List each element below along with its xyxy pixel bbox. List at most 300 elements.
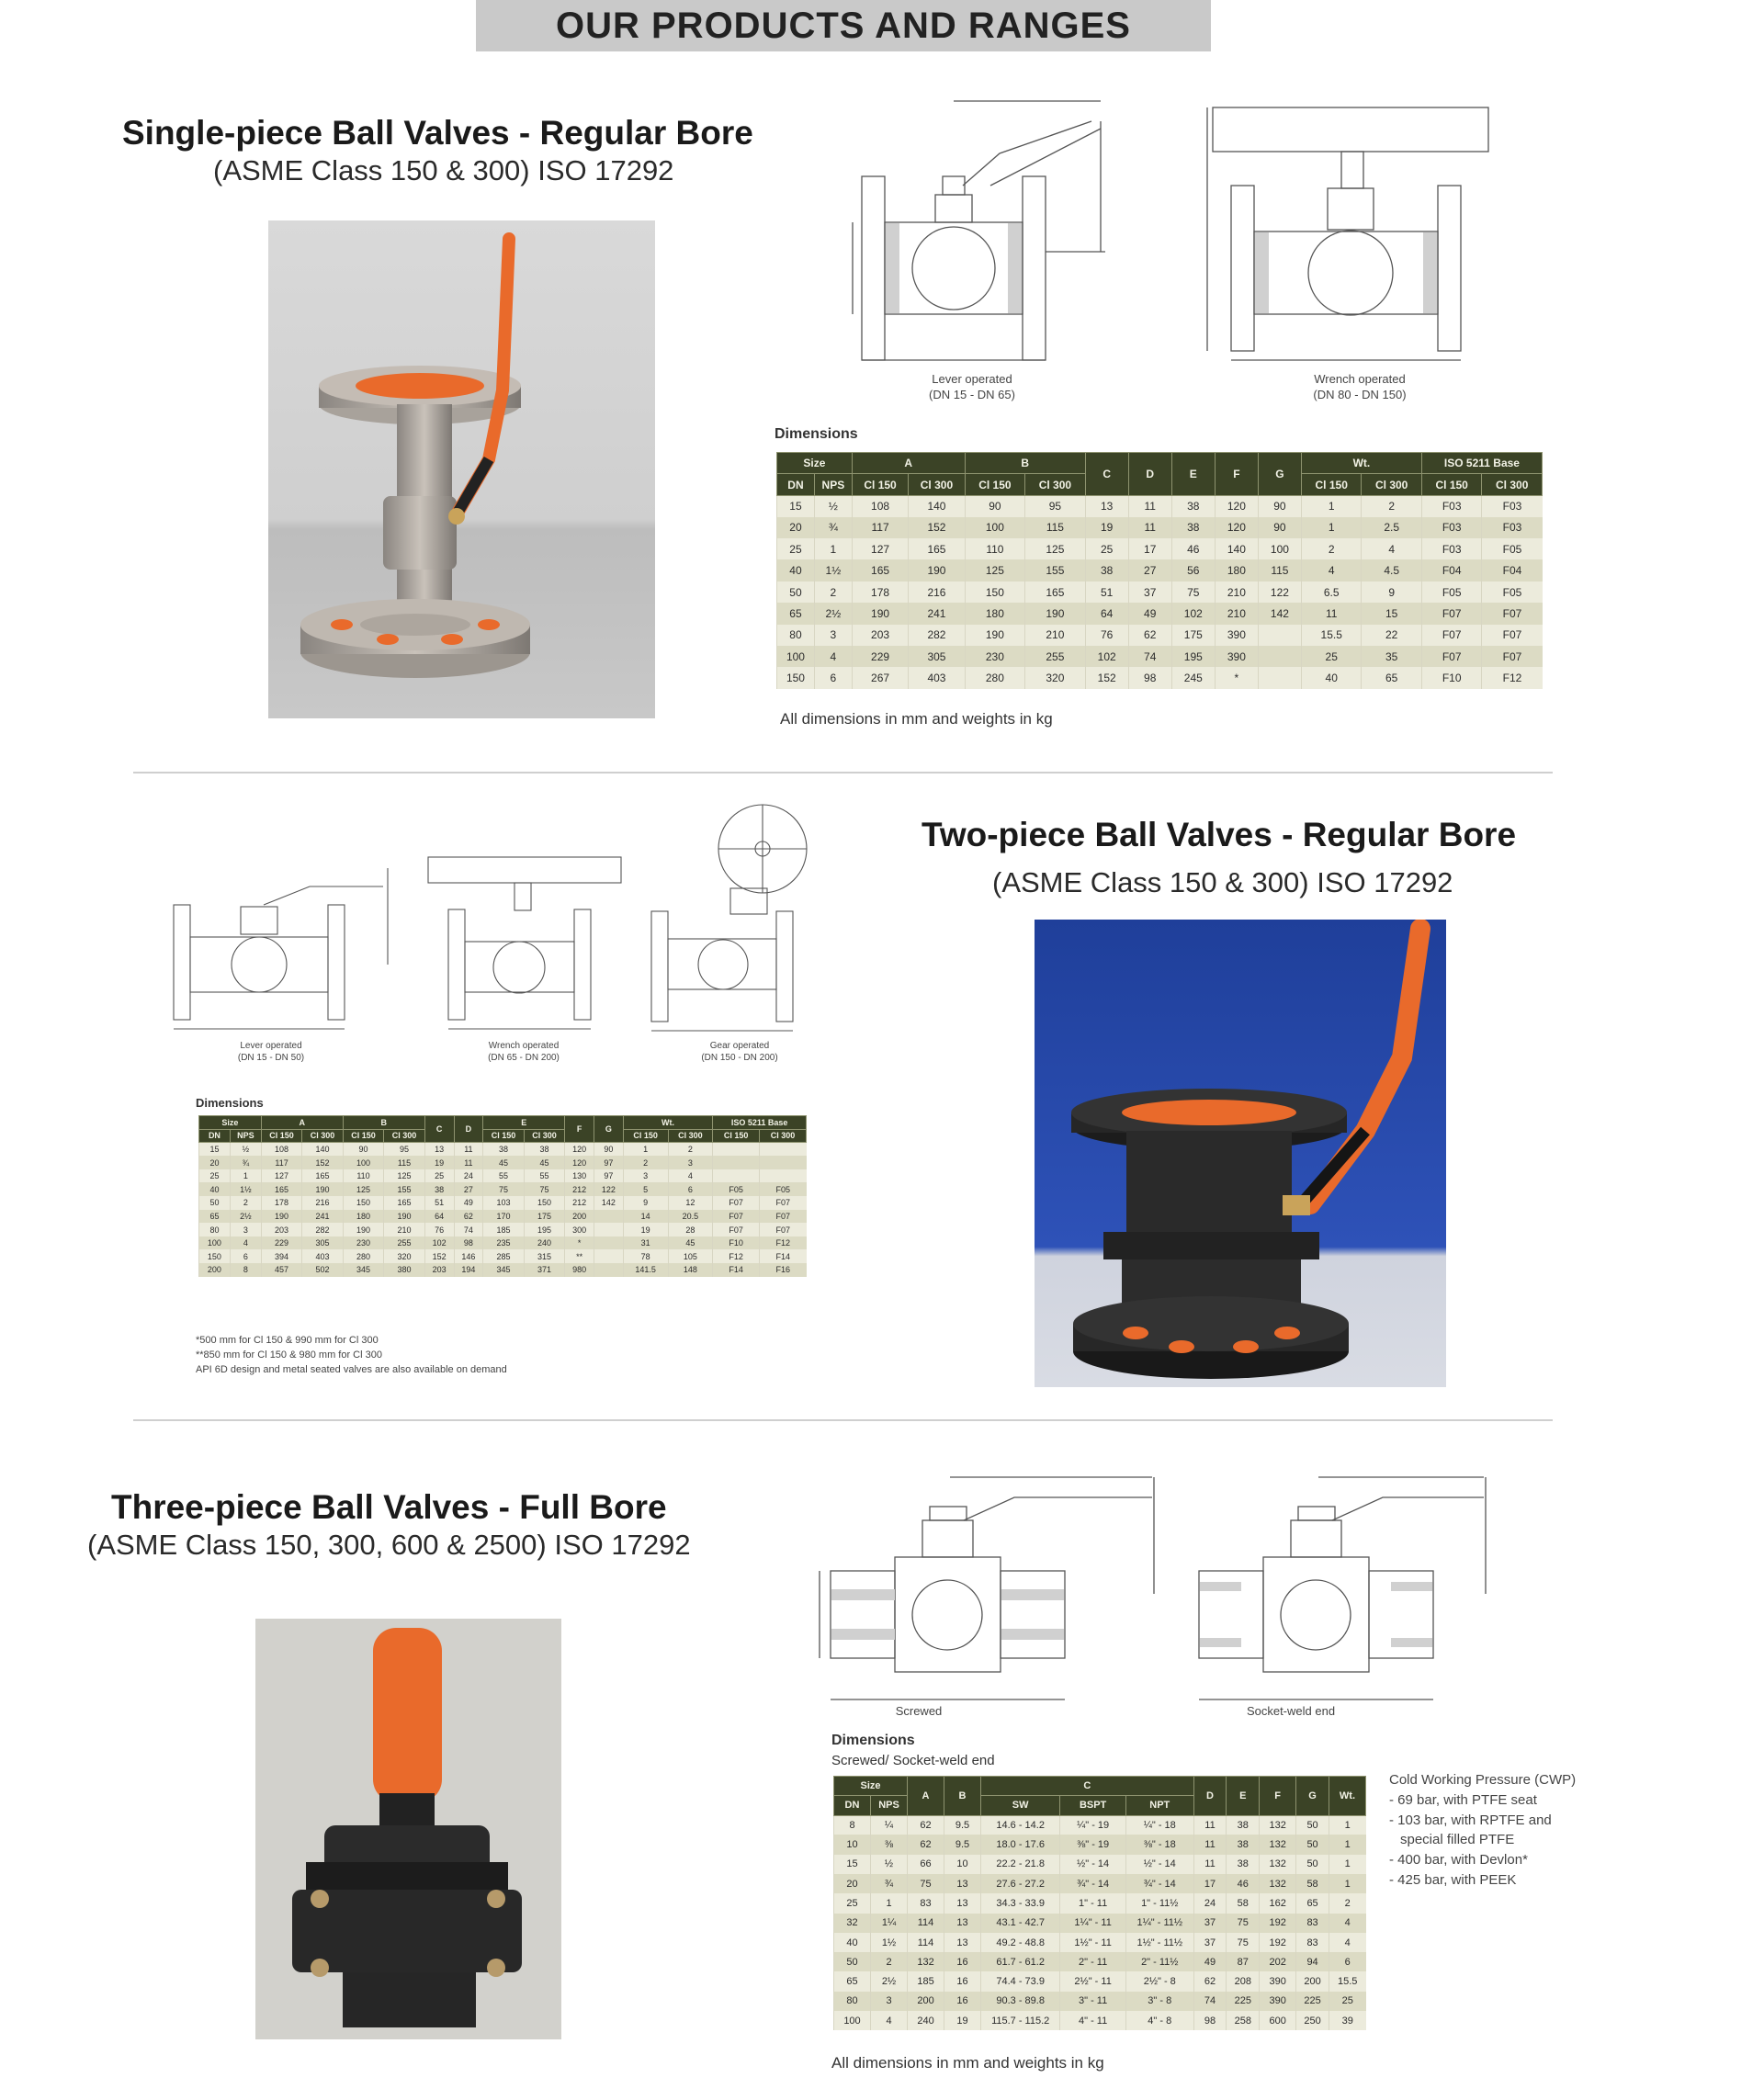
table-cell: 49 [454, 1196, 483, 1210]
table-cell: 13 [944, 1874, 981, 1893]
table-cell: F03 [1421, 517, 1481, 538]
table-cell: F12 [760, 1236, 807, 1250]
table-cell: 55 [524, 1169, 565, 1183]
table-cell: 190 [965, 625, 1024, 646]
table-cell: 152 [424, 1249, 454, 1263]
table-cell: 11 [1193, 1855, 1227, 1874]
th-g: G [594, 1116, 624, 1143]
table-cell: 11 [454, 1143, 483, 1157]
table-cell: 2 [668, 1143, 713, 1157]
table-cell: 14.6 - 14.2 [981, 1815, 1060, 1835]
table-cell: 8 [834, 1815, 871, 1835]
table-cell: 178 [852, 582, 908, 603]
table-cell: 12 [668, 1196, 713, 1210]
table-cell: 38 [483, 1143, 524, 1157]
table-cell: 62 [454, 1210, 483, 1224]
three-piece-valve-photo [255, 1619, 561, 2039]
cwp-line: - 103 bar, with RPTFE and [1389, 1812, 1552, 1828]
table-cell: 35 [1362, 646, 1421, 667]
table-cell: 250 [1296, 2011, 1329, 2030]
table-cell: 46 [1227, 1874, 1260, 1893]
table-cell: 45 [524, 1156, 565, 1169]
section2-dimensions-label: Dimensions [196, 1096, 264, 1110]
table-cell: 203 [852, 625, 908, 646]
table-cell: 1 [1329, 1874, 1365, 1893]
table-cell: 130 [565, 1169, 594, 1183]
table-cell: 49 [1193, 1952, 1227, 1971]
table-cell: 267 [852, 667, 908, 688]
table-cell: 38 [524, 1143, 565, 1157]
th-f: F [1215, 453, 1258, 496]
two-piece-wrench-caption: Wrench operated (DN 65 - DN 200) [488, 1041, 560, 1063]
table-cell: 192 [1260, 1914, 1296, 1933]
table-cell: 165 [852, 559, 908, 581]
table-cell: 11 [1193, 1835, 1227, 1854]
table-cell: 4" - 11 [1060, 2011, 1126, 2030]
table-cell [594, 1263, 624, 1277]
table-cell: 320 [384, 1249, 424, 1263]
table-cell: 3 [814, 625, 852, 646]
table-cell: F07 [1421, 646, 1481, 667]
table-row [834, 1952, 1366, 1971]
table-cell: 1 [871, 1893, 908, 1913]
table-cell: 155 [384, 1182, 424, 1196]
table-cell: 14 [623, 1210, 668, 1224]
table-cell: 11 [454, 1156, 483, 1169]
table-row [199, 1263, 807, 1277]
table-cell: ⅜" - 18 [1125, 1835, 1193, 1854]
table-row [199, 1196, 807, 1210]
table-cell: F03 [1482, 495, 1543, 516]
table-cell: 16 [944, 1952, 981, 1971]
table-cell: F07 [760, 1210, 807, 1224]
table-cell: F03 [1421, 538, 1481, 559]
table-cell: 75 [1171, 582, 1215, 603]
table-cell: 74 [454, 1223, 483, 1236]
table-cell: 40 [834, 1933, 871, 1952]
table-cell: 165 [302, 1169, 343, 1183]
table-cell: F04 [1482, 559, 1543, 581]
table-row [834, 1971, 1366, 1991]
table-cell: 120 [1215, 495, 1258, 516]
table-cell: 58 [1296, 1874, 1329, 1893]
table-cell: 170 [483, 1210, 524, 1224]
table-cell: 2 [1329, 1893, 1365, 1913]
table-cell: 140 [302, 1143, 343, 1157]
table-cell: 175 [524, 1210, 565, 1224]
table-cell: ¾" - 14 [1125, 1874, 1193, 1893]
table-cell: 75 [1227, 1914, 1260, 1933]
section3-dimensions-table [833, 1776, 1366, 2030]
table-cell [713, 1143, 760, 1157]
table-cell: 11 [1128, 495, 1171, 516]
table-cell: 55 [483, 1169, 524, 1183]
table-cell: 216 [302, 1196, 343, 1210]
table-cell: 229 [852, 646, 908, 667]
table-cell: 102 [1085, 646, 1128, 667]
th-sub: Cl 300 [1482, 474, 1543, 495]
table-cell: 83 [1296, 1914, 1329, 1933]
table-cell: 6 [668, 1182, 713, 1196]
th-sub: BSPT [1060, 1796, 1126, 1815]
table-cell: ¼" - 18 [1125, 1815, 1193, 1835]
table-row [777, 625, 1543, 646]
table-cell: 6.5 [1301, 582, 1361, 603]
th-g: G [1296, 1777, 1329, 1816]
table-cell: 4 [1329, 1914, 1365, 1933]
table-cell [594, 1210, 624, 1224]
th-a: A [852, 453, 965, 474]
table-cell: 38 [1227, 1815, 1260, 1835]
th-sub: Cl 300 [1025, 474, 1086, 495]
table-cell: 394 [261, 1249, 301, 1263]
section3-note: All dimensions in mm and weights in kg [831, 2054, 1104, 2072]
table-cell: 105 [668, 1249, 713, 1263]
table-row [199, 1223, 807, 1236]
th-sub: NPS [230, 1129, 261, 1143]
table-cell: 25 [424, 1169, 454, 1183]
table-cell: 38 [1085, 559, 1128, 581]
table-cell: F05 [760, 1182, 807, 1196]
th-sub: Cl 150 [483, 1129, 524, 1143]
table-cell: 64 [1085, 603, 1128, 624]
table-cell: 202 [1260, 1952, 1296, 1971]
single-piece-valve-photo [268, 220, 655, 718]
table-cell: 1½ [871, 1933, 908, 1952]
table-cell: 17 [1193, 1874, 1227, 1893]
table-cell: 165 [261, 1182, 301, 1196]
table-cell: 390 [1215, 646, 1258, 667]
table-cell: 403 [909, 667, 965, 688]
table-cell: 210 [1025, 625, 1086, 646]
table-cell: 241 [302, 1210, 343, 1224]
table-cell: 100 [965, 517, 1024, 538]
table-cell [1258, 625, 1301, 646]
table-cell: 165 [1025, 582, 1086, 603]
th-sub: DN [834, 1796, 871, 1815]
table-cell: 83 [1296, 1933, 1329, 1952]
screwed-caption: Screwed [895, 1704, 943, 1718]
table-cell: 200 [908, 1992, 944, 2011]
lever-operated-caption: Lever operated (DN 15 - DN 65) [929, 372, 1015, 401]
two-piece-gear-caption: Gear operated (DN 150 - DN 200) [701, 1041, 778, 1063]
table-cell: 280 [965, 667, 1024, 688]
th-f: F [565, 1116, 594, 1143]
table-cell: 51 [424, 1196, 454, 1210]
th-sub: Cl 150 [261, 1129, 301, 1143]
two-piece-wrench-drawing [423, 850, 625, 1038]
table-cell: 210 [1215, 603, 1258, 624]
table-cell: 125 [384, 1169, 424, 1183]
th-g: G [1258, 453, 1301, 496]
table-cell: 76 [424, 1223, 454, 1236]
table-cell: 371 [524, 1263, 565, 1277]
table-row [199, 1169, 807, 1183]
table-cell: 50 [1296, 1855, 1329, 1874]
section3-subtitle: (ASME Class 150, 300, 600 & 2500) ISO 17292 [87, 1529, 691, 1561]
table-cell: 225 [1227, 1992, 1260, 2011]
table-cell: 13 [944, 1914, 981, 1933]
table-cell: 38 [1227, 1855, 1260, 1874]
table-cell: F07 [1482, 625, 1543, 646]
table-cell: ¾ [814, 517, 852, 538]
table-cell: 2" - 11½ [1125, 1952, 1193, 1971]
table-cell: 43.1 - 42.7 [981, 1914, 1060, 1933]
table-cell: 80 [834, 1992, 871, 2011]
th-sub: NPS [871, 1796, 908, 1815]
table-cell [760, 1143, 807, 1157]
table-cell: 50 [199, 1196, 231, 1210]
table-cell: 185 [908, 1971, 944, 1991]
th-sub: Cl 300 [668, 1129, 713, 1143]
footnote-3: API 6D design and metal seated valves are also available on demand [196, 1363, 507, 1375]
table-row [834, 1874, 1366, 1893]
table-row [199, 1143, 807, 1157]
table-row [199, 1210, 807, 1224]
table-row [199, 1236, 807, 1250]
table-cell: 62 [1128, 625, 1171, 646]
table-cell: 90 [1258, 495, 1301, 516]
table-cell: 200 [1296, 1971, 1329, 1991]
table-cell [1258, 646, 1301, 667]
table-cell: ¾ [230, 1156, 261, 1169]
section2-subtitle: (ASME Class 150 & 300) ISO 17292 [992, 866, 1453, 898]
section2-title: Two-piece Ball Valves - Regular Bore [922, 816, 1517, 853]
table-cell: 100 [834, 2011, 871, 2030]
two-piece-lever-drawing [163, 850, 401, 1038]
table-cell: 18.0 - 17.6 [981, 1835, 1060, 1854]
section1-title: Single-piece Ball Valves - Regular Bore [122, 114, 753, 152]
th-e: E [1227, 1777, 1260, 1816]
table-cell: 150 [777, 667, 815, 688]
table-cell: 230 [965, 646, 1024, 667]
table-cell: 125 [343, 1182, 383, 1196]
table-row [777, 517, 1543, 538]
table-cell: 22.2 - 21.8 [981, 1855, 1060, 1874]
table-row [777, 646, 1543, 667]
th-c: C [1085, 453, 1128, 496]
table-cell: 980 [565, 1263, 594, 1277]
table-cell: 97 [594, 1169, 624, 1183]
table-cell: 25 [1301, 646, 1361, 667]
table-cell: 142 [1258, 603, 1301, 624]
table-cell: 38 [1171, 495, 1215, 516]
table-cell: 148 [668, 1263, 713, 1277]
table-cell: 132 [1260, 1874, 1296, 1893]
table-cell: 100 [343, 1156, 383, 1169]
table-cell: 255 [384, 1236, 424, 1250]
table-cell: 132 [1260, 1835, 1296, 1854]
table-cell: F03 [1421, 495, 1481, 516]
table-row [199, 1249, 807, 1263]
table-cell: 4 [871, 2011, 908, 2030]
table-cell: 39 [1329, 2011, 1365, 2030]
section3-title: Three-piece Ball Valves - Full Bore [111, 1488, 667, 1526]
table-row [834, 1933, 1366, 1952]
table-cell: 3" - 8 [1125, 1992, 1193, 2011]
table-cell: F10 [713, 1236, 760, 1250]
table-cell: 95 [384, 1143, 424, 1157]
lever-operated-drawing [843, 94, 1183, 374]
table-cell: 22 [1362, 625, 1421, 646]
table-cell [713, 1169, 760, 1183]
table-row [777, 495, 1543, 516]
th-sub: Cl 150 [965, 474, 1024, 495]
table-cell: 152 [1085, 667, 1128, 688]
table-cell: 230 [343, 1236, 383, 1250]
table-cell: 185 [483, 1223, 524, 1236]
table-cell: 98 [1193, 2011, 1227, 2030]
table-cell: 40 [777, 559, 815, 581]
table-cell: 3 [871, 1992, 908, 2011]
table-cell: 9.5 [944, 1815, 981, 1835]
table-cell: 150 [343, 1196, 383, 1210]
table-cell: F07 [760, 1223, 807, 1236]
table-cell: 38 [1171, 517, 1215, 538]
table-cell: 49 [1128, 603, 1171, 624]
table-cell: 20 [834, 1874, 871, 1893]
section1-dimensions-label: Dimensions [775, 426, 858, 442]
table-cell: 80 [199, 1223, 231, 1236]
section1-subtitle: (ASME Class 150 & 300) ISO 17292 [213, 154, 674, 186]
table-cell: ¾ [871, 1874, 908, 1893]
table-cell: 94 [1296, 1952, 1329, 1971]
table-cell: 320 [1025, 667, 1086, 688]
table-cell: 3" - 11 [1060, 1992, 1126, 2011]
table-cell: 241 [909, 603, 965, 624]
table-cell: 9.5 [944, 1835, 981, 1854]
table-cell: 1½ [230, 1182, 261, 1196]
table-cell: 150 [524, 1196, 565, 1210]
table-cell: 1 [814, 538, 852, 559]
table-cell: 125 [1025, 538, 1086, 559]
table-cell: 9 [623, 1196, 668, 1210]
table-cell: 120 [565, 1143, 594, 1157]
table-row [834, 1914, 1366, 1933]
table-cell: 212 [565, 1196, 594, 1210]
table-cell: 2½" - 11 [1060, 1971, 1126, 1991]
table-cell: 3 [623, 1169, 668, 1183]
table-cell: 13 [944, 1893, 981, 1913]
table-cell: 75 [483, 1182, 524, 1196]
table-cell: 132 [908, 1952, 944, 1971]
table-cell: 65 [199, 1210, 231, 1224]
table-cell: ¼" - 19 [1060, 1815, 1126, 1835]
table-cell: 240 [524, 1236, 565, 1250]
table-cell: F03 [1482, 517, 1543, 538]
table-cell: 212 [565, 1182, 594, 1196]
table-cell: 27 [454, 1182, 483, 1196]
table-cell: 162 [1260, 1893, 1296, 1913]
table-cell: 87 [1227, 1952, 1260, 1971]
table-cell: 24 [1193, 1893, 1227, 1913]
table-cell: 75 [1227, 1933, 1260, 1952]
table-cell [760, 1169, 807, 1183]
table-cell: 2" - 11 [1060, 1952, 1126, 1971]
section2-notes [196, 1334, 507, 1378]
table-cell: 34.3 - 33.9 [981, 1893, 1060, 1913]
table-cell: 11 [1301, 603, 1361, 624]
th-sub: Cl 150 [343, 1129, 383, 1143]
th-c: C [424, 1116, 454, 1143]
th-sub: SW [981, 1796, 1060, 1815]
table-cell: 1" - 11 [1060, 1893, 1126, 1913]
section2-dimensions-table [198, 1115, 807, 1277]
table-cell: 27.6 - 27.2 [981, 1874, 1060, 1893]
table-cell: 65 [1296, 1893, 1329, 1913]
table-cell [594, 1223, 624, 1236]
table-cell: 4 [814, 646, 852, 667]
table-cell: 403 [302, 1249, 343, 1263]
table-cell: 65 [777, 603, 815, 624]
table-cell: 25 [1329, 1992, 1365, 2011]
table-cell: ¾" - 14 [1060, 1874, 1126, 1893]
table-cell: 190 [852, 603, 908, 624]
table-cell: * [565, 1236, 594, 1250]
table-cell: 1½ [814, 559, 852, 581]
table-cell: 6 [814, 667, 852, 688]
table-cell: 74.4 - 73.9 [981, 1971, 1060, 1991]
section3-dimensions-label: Dimensions [831, 1733, 915, 1748]
table-cell: 78 [623, 1249, 668, 1263]
table-cell: F05 [1482, 582, 1543, 603]
th-wt: Wt. [623, 1116, 712, 1130]
table-cell: 20 [777, 517, 815, 538]
wrench-operated-caption: Wrench operated (DN 80 - DN 150) [1313, 372, 1407, 401]
table-cell: 49.2 - 48.8 [981, 1933, 1060, 1952]
th-iso: ISO 5211 Base [713, 1116, 807, 1130]
table-cell: 51 [1085, 582, 1128, 603]
cwp-line: - 400 bar, with Devlon* [1389, 1852, 1528, 1868]
table-cell: 108 [852, 495, 908, 516]
th-sub: DN [777, 474, 815, 495]
table-cell: 28 [668, 1223, 713, 1236]
table-cell: 83 [908, 1893, 944, 1913]
table-cell: 110 [343, 1169, 383, 1183]
table-row [834, 1992, 1366, 2011]
table-cell: ¼ [871, 1815, 908, 1835]
table-cell: 110 [965, 538, 1024, 559]
table-cell: 390 [1260, 1971, 1296, 1991]
table-row [777, 538, 1543, 559]
th-sub: Cl 300 [384, 1129, 424, 1143]
th-sub: Cl 150 [1301, 474, 1361, 495]
table-cell: 1 [1329, 1855, 1365, 1874]
table-cell: 120 [565, 1156, 594, 1169]
table-cell [760, 1156, 807, 1169]
table-cell: 1 [1329, 1815, 1365, 1835]
table-cell: 190 [261, 1210, 301, 1224]
table-cell: 210 [384, 1223, 424, 1236]
table-cell: F07 [1482, 646, 1543, 667]
table-cell: 120 [1215, 517, 1258, 538]
divider-2 [133, 1419, 1553, 1421]
th-e: E [483, 1116, 565, 1130]
table-cell: 1¼ [871, 1914, 908, 1933]
table-cell: 2 [814, 582, 852, 603]
table-cell: 38 [424, 1182, 454, 1196]
table-cell: 2 [230, 1196, 261, 1210]
th-sub: DN [199, 1129, 231, 1143]
table-cell [1258, 667, 1301, 688]
table-cell: F07 [1421, 603, 1481, 624]
table-cell: 210 [1215, 582, 1258, 603]
table-row [834, 1835, 1366, 1854]
table-cell: F07 [713, 1196, 760, 1210]
table-cell: 2.5 [1362, 517, 1421, 538]
table-cell: F10 [1421, 667, 1481, 688]
table-cell: 31 [623, 1236, 668, 1250]
